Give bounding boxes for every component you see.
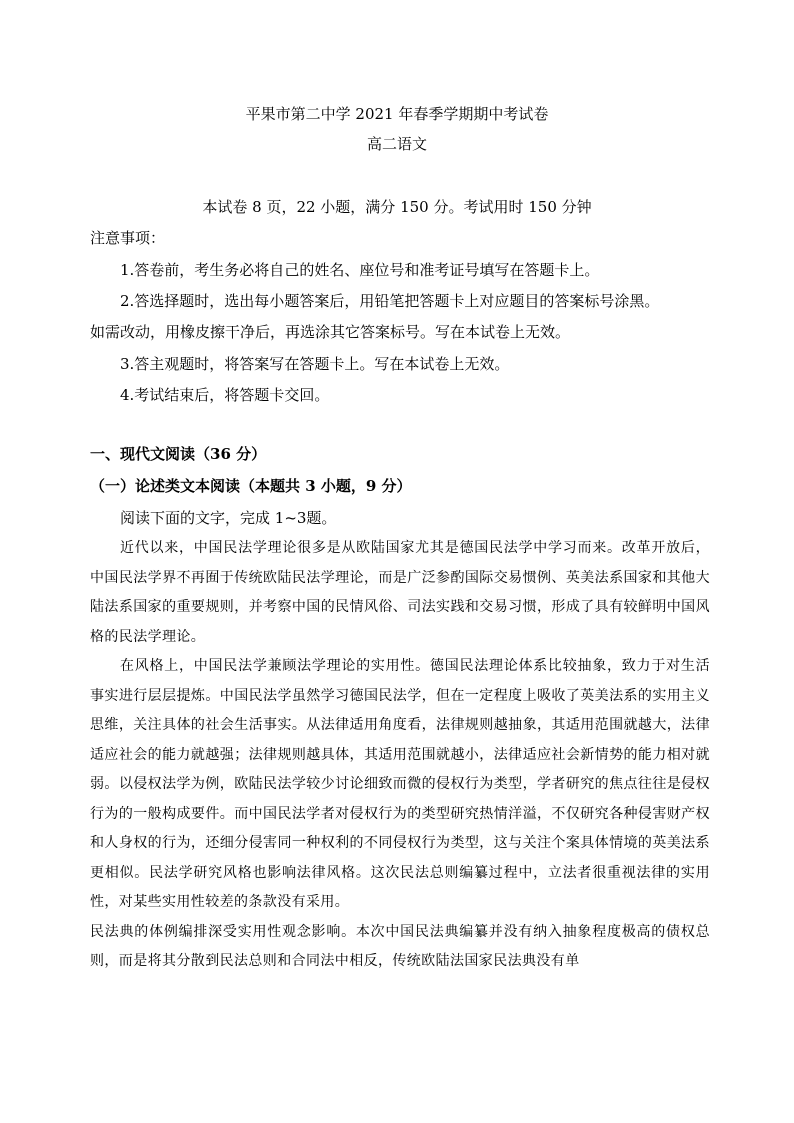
notes-item-2: 2.答选择题时，选出每小题答案后，用铅笔把答题卡上对应题目的答案标号涂黑。 bbox=[120, 292, 660, 310]
subject-title: 高二语文 bbox=[366, 135, 427, 153]
subsection-title: （一）论述类文本阅读（本题共 3 小题，9 分） bbox=[90, 477, 412, 495]
passage-paragraph-3: 民法典的体例编排深受实用性观念影响。本次中国民法典编纂并没有纳入抽象程度极高的债权总则，而是将其分散到民法总则和合同法中相反，传统欧陆法国家民法典没有单 bbox=[90, 923, 710, 969]
passage-paragraph-2: 在风格上，中国民法学兼顾法学理论的实用性。德国民法理论体系比较抽象，致力于对生活事实进行层层提炼。中国民法学虽然学习德国民法学，但在一定程度上吸收了英美法系的实用主义思维，关注具体的社会生活事实。从法律适用角度看，法律规则越抽象，其适用范围就越大，法律适应社会的能力就越强；法律规则越具体，其适用范围就越小，法律适应社会新情势的能力相对就弱。以侵权法学为例，欧陆民法学较少讨论细致而微的侵权行为类型，学者研究的焦点往往是侵权行为的一般构成要件。而中国民法学者对侵权行为的类型研究热情洋溢，不仅研究各种侵害财产权和人身权的行为，还细分侵害同一种权利的不同侵权行为类型，这与关注个案具体情境的英美法系更相似。民法学研究风格也影响法律风格。这次民法总则编纂过程中，立法者很重视法律的实用性，对某些实用性较差的条款没有采用。 bbox=[90, 658, 710, 910]
exam-title: 平果市第二中学 2021 年春季学期期中考试卷 bbox=[245, 105, 549, 123]
exam-info: 本试卷 8 页，22 小题，满分 150 分。考试用时 150 分钟 bbox=[202, 198, 592, 216]
notes-item-1: 1.答卷前，考生务必将自己的姓名、座位号和准考证号填写在答题卡上。 bbox=[120, 261, 600, 279]
notes-heading: 注意事项： bbox=[90, 229, 166, 247]
notes-item-2-continued: 如需改动，用橡皮擦干净后，再选涂其它答案标号。写在本试卷上无效。 bbox=[90, 323, 571, 341]
notes-item-3: 3.答主观题时，将答案写在答题卡上。写在本试卷上无效。 bbox=[120, 355, 510, 373]
section-title: 一、现代文阅读（36 分） bbox=[90, 445, 267, 463]
reading-passage bbox=[90, 534, 710, 977]
passage-paragraph-1: 近代以来，中国民法学理论很多是从欧陆国家尤其是德国民法学中学习而来。改革开放后，中国民法学界不再囿于传统欧陆民法学理论，而是广泛参酌国际交易惯例、英美法系国家和其他大陆法系国家的重要规则，并考察中国的民情风俗、司法实践和交易习惯，形成了具有较鲜明中国风格的民法学理论。 bbox=[90, 540, 710, 645]
notes-item-4: 4.考试结束后，将答题卡交回。 bbox=[120, 386, 330, 404]
reading-instruction: 阅读下面的文字，完成 1~3题。 bbox=[120, 509, 337, 527]
